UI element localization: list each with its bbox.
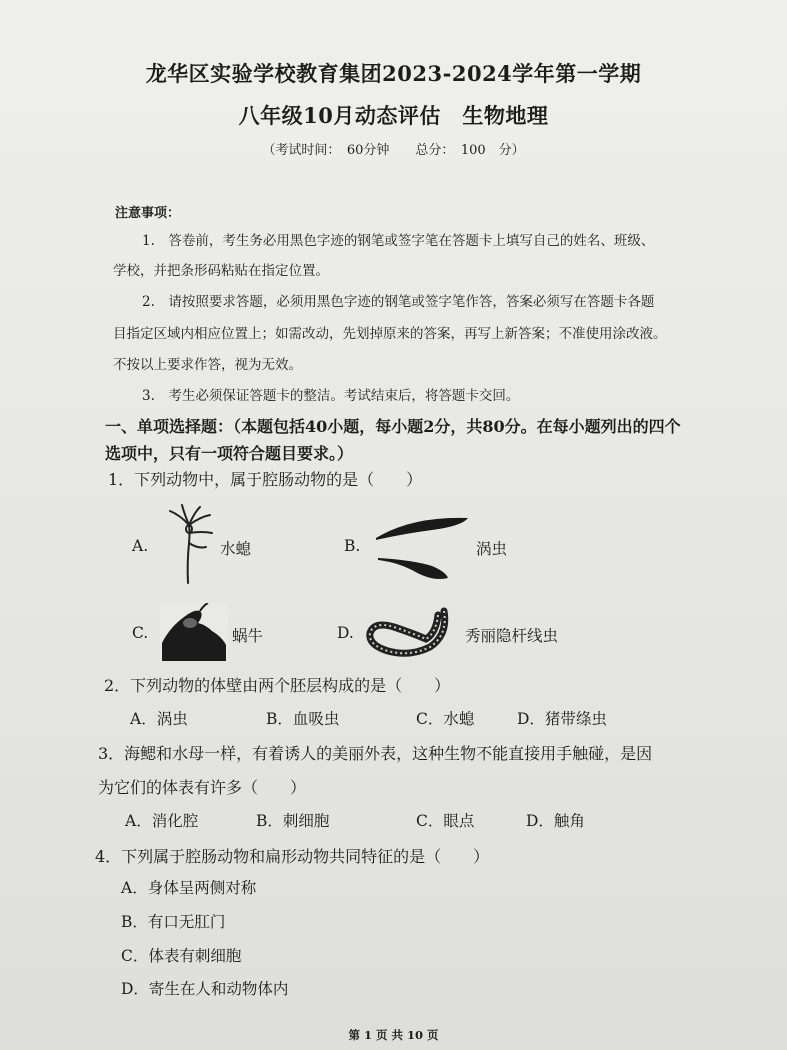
q3-option-b: B．刺细胞 [256,812,330,830]
notice-item-3: 3. 考生必须保证答题卡的整洁。考试结束后，将答题卡交回。 [142,388,520,404]
q4-option-c: C．体表有刺细胞 [121,947,242,965]
q4-option-a: A．身体呈两侧对称 [121,879,257,897]
q2-option-b: B．血吸虫 [266,710,340,728]
notice-item-2-cont: 目指定区域内相应位置上；如需改动，先划掉原来的答案，再写上新答案；不准使用涂改液。 [113,326,667,342]
q3-option-a: A．消化腔 [125,812,199,830]
section-heading: 一、单项选择题：（本题包括40小题，每小题2分，共80分。在每小题列出的四个 [105,417,681,436]
q1-option-d-text: 秀丽隐杆线虫 [465,627,559,645]
q4-option-b: B．有口无肛门 [121,913,226,931]
exam-info: （考试时间： 60分钟 总分： 100 分） [262,143,525,158]
question-1: 1．下列动物中，属于腔肠动物的是（ ） [108,470,423,489]
question-4: 4．下列属于腔肠动物和扁形动物共同特征的是（ ） [95,847,490,866]
notice-item-2-cont2: 不按以上要求作答，视为无效。 [113,357,302,373]
planarian-image [372,508,472,588]
exam-title: 龙华区实验学校教育集团2023-2024学年第一学期 [145,61,642,86]
page-number: 第 1 页 共 10 页 [348,1028,439,1042]
question-2: 2．下列动物的体壁由两个胚层构成的是（ ） [104,676,451,695]
q1-option-c-text: 蜗牛 [232,627,264,645]
q3-option-c: C．眼点 [416,812,475,830]
q4-option-d: D．寄生在人和动物体内 [121,980,289,998]
notice-heading: 注意事项： [115,206,181,221]
q3-option-d: D．触角 [526,812,585,830]
q2-option-a: A．涡虫 [130,710,188,728]
notice-item-1-cont: 学校，并把条形码粘贴在指定位置。 [113,263,329,279]
notice-item-2: 2. 请按照要求答题，必须用黑色字迹的钢笔或签字笔作答，答案必须写在答题卡各题 [142,294,655,310]
nematode-image [364,607,460,659]
q2-option-d: D．猪带绦虫 [517,710,607,728]
notice-item-1: 1. 答卷前，考生务必用黑色字迹的钢笔或签字笔在答题卡上填写自己的姓名、班级、 [142,233,655,249]
q1-option-b-text: 涡虫 [476,540,508,558]
snail-image [160,603,228,661]
q2-option-c: C．水螅 [416,710,475,728]
exam-subtitle: 八年级10月动态评估 生物地理 [238,103,549,128]
question-3-cont: 为它们的体表有许多（ ） [98,778,307,797]
q1-option-c-letter: C. [132,624,149,642]
section-heading-cont: 选项中，只有一项符合题目要求。） [105,444,354,463]
q1-option-a-text: 水螅 [220,540,252,558]
hydra-image [162,503,218,587]
q1-option-d-letter: D. [337,624,354,642]
q1-option-a-letter: A. [132,537,149,555]
question-3: 3．海鳃和水母一样，有着诱人的美丽外表，这种生物不能直接用手触碰，是因 [98,744,653,763]
q1-option-b-letter: B. [344,537,361,555]
